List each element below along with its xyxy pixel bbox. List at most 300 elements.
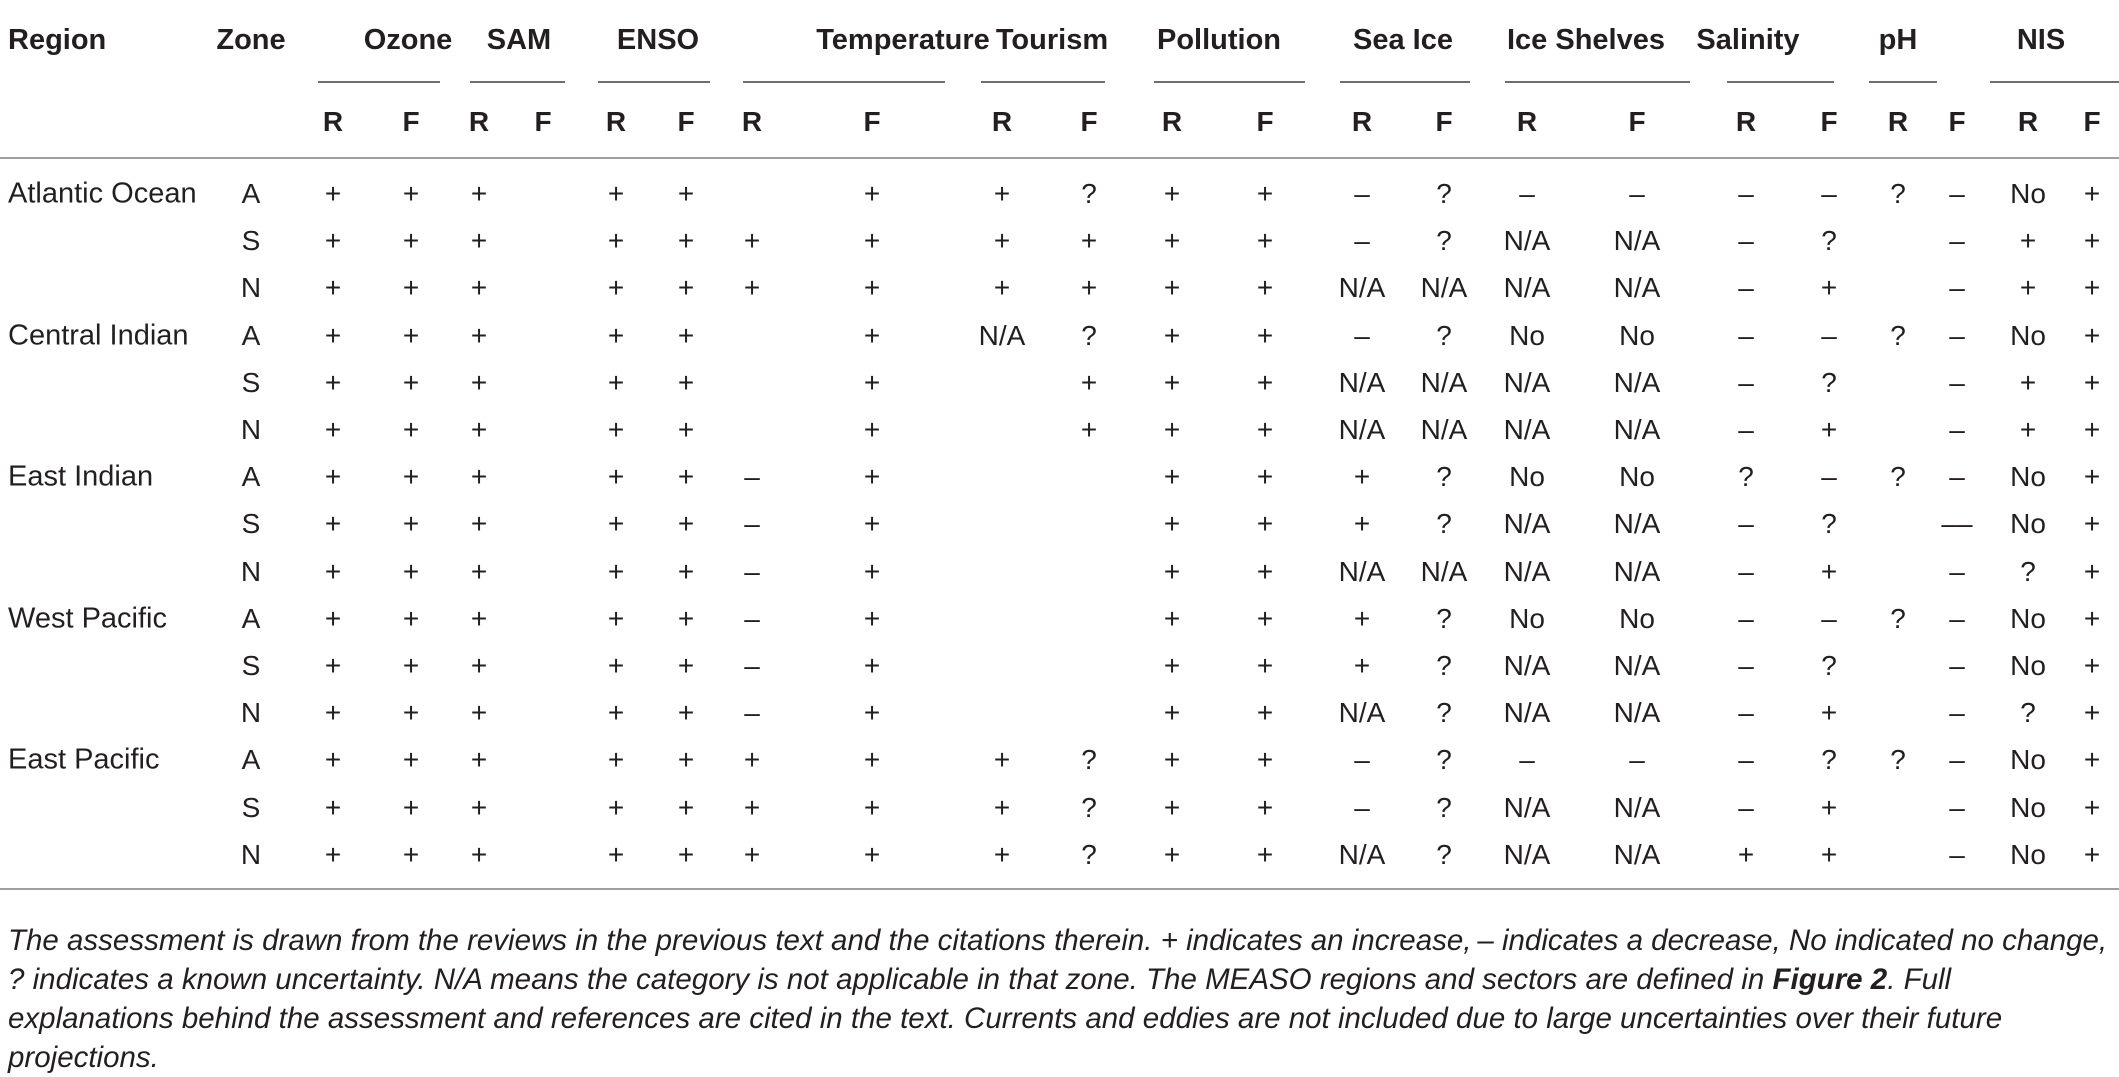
table-cell: + xyxy=(324,697,342,729)
table-cell: – xyxy=(1949,414,1965,445)
table-cell: + xyxy=(324,508,342,540)
table-cell: – xyxy=(1821,319,1837,351)
group-underline-enso xyxy=(598,81,710,83)
region-name-east-indian: East Indian xyxy=(8,460,154,493)
table-cell: N/A xyxy=(1338,838,1386,870)
table-cell: – xyxy=(1629,178,1645,209)
table-cell: + xyxy=(2083,461,2101,493)
table-cell: + xyxy=(324,744,342,776)
table-cell: – xyxy=(1949,650,1965,681)
table-cell: + xyxy=(1820,414,1838,445)
sub-header-salinity-r: R xyxy=(1735,106,1757,137)
sub-header-tourism-r: R xyxy=(991,106,1013,137)
table-cell: + xyxy=(607,791,625,823)
group-header-pollution: Pollution xyxy=(1156,24,1282,56)
table-cell: ? xyxy=(1436,508,1452,540)
table-cell: – xyxy=(1354,791,1370,823)
group-underline-salinity xyxy=(1727,81,1834,83)
group-header-temperature: Temperature xyxy=(816,24,990,56)
group-header-sea-ice: Sea Ice xyxy=(1353,24,1453,56)
table-cell: – xyxy=(1738,319,1754,351)
group-underline-sea-ice xyxy=(1340,81,1470,83)
table-cell: + xyxy=(1256,319,1274,351)
zone-cell: A xyxy=(241,178,261,209)
zone-column-header: Zone xyxy=(216,24,286,56)
table-cell: + xyxy=(1163,555,1181,587)
table-cell: – xyxy=(744,508,760,540)
table-cell: N/A xyxy=(1338,697,1386,729)
table-cell: ? xyxy=(1436,461,1452,493)
table-cell: + xyxy=(402,272,420,304)
table-cell: + xyxy=(863,272,881,304)
table-cell: – xyxy=(1821,461,1837,493)
table-cell: + xyxy=(470,366,488,398)
table-cell: N/A xyxy=(1613,414,1661,445)
table-cell: No xyxy=(1619,319,1655,351)
sub-header-temperature-r: R xyxy=(741,106,763,137)
zone-cell: A xyxy=(241,461,261,493)
table-cell: + xyxy=(324,319,342,351)
table-cell: + xyxy=(863,178,881,209)
table-cell: + xyxy=(402,791,420,823)
table-cell: + xyxy=(607,838,625,870)
group-header-ice-shelves: Ice Shelves xyxy=(1507,24,1665,56)
table-cell: – xyxy=(1738,366,1754,398)
table-cell: – xyxy=(1738,272,1754,304)
table-cell: – xyxy=(1738,225,1754,257)
table-cell: – xyxy=(1949,555,1965,587)
table-cell: + xyxy=(2083,414,2101,445)
table-cell: + xyxy=(863,744,881,776)
table-cell: + xyxy=(2019,225,2037,257)
table-cell: + xyxy=(402,178,420,209)
table-cell: + xyxy=(1256,650,1274,681)
table-cell: N/A xyxy=(1613,650,1661,681)
table-cell: ? xyxy=(1436,838,1452,870)
table-cell: + xyxy=(993,838,1011,870)
sub-header-ice-shelves-r: R xyxy=(1516,106,1538,137)
table-cell: + xyxy=(1820,838,1838,870)
table-cell: ? xyxy=(1821,508,1837,540)
region-column-header: Region xyxy=(8,24,107,56)
group-underline-pollution xyxy=(1154,81,1305,83)
table-cell: ? xyxy=(1436,697,1452,729)
zone-cell: A xyxy=(241,744,261,776)
table-cell: + xyxy=(1163,319,1181,351)
table-cell: – xyxy=(1738,414,1754,445)
table-cell: + xyxy=(677,508,695,540)
table-cell: + xyxy=(1080,225,1098,257)
table-cell: + xyxy=(402,319,420,351)
table-cell: + xyxy=(2019,272,2037,304)
table-cell: + xyxy=(1256,508,1274,540)
table-cell: N/A xyxy=(1420,272,1468,304)
table-cell: + xyxy=(607,414,625,445)
table-cell: – xyxy=(1949,602,1965,634)
table-cell: N/A xyxy=(1613,225,1661,257)
table-caption xyxy=(8,921,2108,1077)
table-cell: + xyxy=(2083,272,2101,304)
table-cell: + xyxy=(470,838,488,870)
region-name-east-pacific: East Pacific xyxy=(8,743,160,776)
table-cell: + xyxy=(324,602,342,634)
zone-cell: N xyxy=(240,555,262,587)
table-cell: + xyxy=(1163,838,1181,870)
table-cell: N/A xyxy=(1503,838,1551,870)
group-header-ph: pH xyxy=(1878,24,1918,56)
table-cell: ? xyxy=(1821,650,1837,681)
table-cell: No xyxy=(2010,650,2046,681)
table-cell: – xyxy=(1738,508,1754,540)
table-cell: – xyxy=(1949,461,1965,493)
table-cell: + xyxy=(743,272,761,304)
table-cell: N/A xyxy=(1503,414,1551,445)
table-cell: + xyxy=(2083,838,2101,870)
table-cell: + xyxy=(324,461,342,493)
sub-header-ph-r: R xyxy=(1887,106,1909,137)
table-cell: + xyxy=(1080,272,1098,304)
zone-cell: N xyxy=(240,272,262,304)
table-cell: ? xyxy=(1081,791,1097,823)
sub-header-nis-r: R xyxy=(2017,106,2039,137)
region-name-atlantic-ocean: Atlantic Ocean xyxy=(8,177,197,210)
table-cell: ? xyxy=(1821,744,1837,776)
table-cell: + xyxy=(743,838,761,870)
header-rule xyxy=(0,157,2119,159)
table-cell: – xyxy=(1949,697,1965,729)
sub-header-ice-shelves-f: F xyxy=(1628,106,1646,137)
table-cell: + xyxy=(607,461,625,493)
region-name-west-pacific: West Pacific xyxy=(8,602,168,635)
table-cell: + xyxy=(677,366,695,398)
table-cell: + xyxy=(470,744,488,776)
table-cell: + xyxy=(863,838,881,870)
table-cell: + xyxy=(470,602,488,634)
zone-cell: A xyxy=(241,319,261,351)
table-cell: – xyxy=(1354,225,1370,257)
table-cell: + xyxy=(402,602,420,634)
table-cell: ? xyxy=(1890,178,1906,209)
table-cell: + xyxy=(470,319,488,351)
sub-header-nis-f: F xyxy=(2083,106,2101,137)
table-cell: + xyxy=(1080,366,1098,398)
table-cell: N/A xyxy=(1338,366,1386,398)
table-cell: + xyxy=(993,272,1011,304)
table-cell: N/A xyxy=(1613,838,1661,870)
table-cell: + xyxy=(324,178,342,209)
table-cell: – xyxy=(1949,791,1965,823)
table-cell: + xyxy=(993,178,1011,209)
table-cell: N/A xyxy=(1420,414,1468,445)
table-cell: + xyxy=(2083,508,2101,540)
table-cell: + xyxy=(607,366,625,398)
table-cell: + xyxy=(2083,744,2101,776)
sub-header-sam-r: R xyxy=(468,106,490,137)
table-cell: + xyxy=(324,650,342,681)
table-cell: – xyxy=(744,555,760,587)
table-cell: – xyxy=(744,697,760,729)
table-cell: – xyxy=(1738,178,1754,209)
zone-cell: S xyxy=(241,650,261,681)
table-cell: + xyxy=(607,555,625,587)
table-cell: + xyxy=(1163,225,1181,257)
table-cell: + xyxy=(402,414,420,445)
table-cell: N/A xyxy=(1503,508,1551,540)
table-cell: + xyxy=(1256,178,1274,209)
table-cell: + xyxy=(470,178,488,209)
table-cell: + xyxy=(1163,508,1181,540)
table-cell: + xyxy=(1163,461,1181,493)
group-header-salinity: Salinity xyxy=(1696,24,1800,56)
group-header-nis: NIS xyxy=(2016,24,2066,56)
table-cell: N/A xyxy=(1503,366,1551,398)
table-cell: + xyxy=(1163,650,1181,681)
table-cell: – xyxy=(1519,178,1535,209)
table-cell: + xyxy=(402,650,420,681)
table-cell: + xyxy=(1353,602,1371,634)
table-cell: + xyxy=(863,461,881,493)
group-header-ozone: Ozone xyxy=(363,24,453,56)
table-cell: + xyxy=(1820,555,1838,587)
sub-header-pollution-r: R xyxy=(1161,106,1183,137)
zone-cell: A xyxy=(241,602,261,634)
table-cell: + xyxy=(677,697,695,729)
table-cell: + xyxy=(1256,272,1274,304)
table-cell: ? xyxy=(1081,319,1097,351)
table-cell: N/A xyxy=(1613,791,1661,823)
table-cell: – xyxy=(1949,366,1965,398)
table-cell: ? xyxy=(1081,744,1097,776)
table-cell: ? xyxy=(1890,744,1906,776)
table-cell: N/A xyxy=(1503,650,1551,681)
table-cell: + xyxy=(1256,697,1274,729)
table-cell: No xyxy=(2010,178,2046,209)
table-cell: + xyxy=(1163,744,1181,776)
table-cell: – xyxy=(1949,272,1965,304)
table-cell: + xyxy=(677,414,695,445)
table-cell: + xyxy=(1353,461,1371,493)
table-cell: + xyxy=(402,225,420,257)
table-cell: + xyxy=(402,838,420,870)
table-cell: + xyxy=(677,744,695,776)
table-cell: No xyxy=(2010,744,2046,776)
table-cell: + xyxy=(2083,697,2101,729)
caption-text-1: The assessment is drawn from the reviews in the previous text and the citations therein. + indicates an increase, – indicates a decrease, No indicated no change, ? indicates a known uncertainty. N/A means the category is not applicable in that zone. The MEASO regions and sectors are defined in xyxy=(8,923,2108,996)
table-cell: No xyxy=(1509,319,1545,351)
table-cell: + xyxy=(1820,791,1838,823)
table-cell: + xyxy=(677,319,695,351)
group-underline-ozone xyxy=(318,81,440,83)
table-cell: – xyxy=(1738,650,1754,681)
sub-header-ozone-r: R xyxy=(322,106,344,137)
table-cell: ? xyxy=(1436,744,1452,776)
table-cell: + xyxy=(1256,744,1274,776)
table-cell: + xyxy=(1820,697,1838,729)
table-cell: – xyxy=(1738,744,1754,776)
table-cell: + xyxy=(2019,414,2037,445)
table-cell: + xyxy=(677,838,695,870)
table-cell: + xyxy=(2083,555,2101,587)
table-cell: No xyxy=(1509,602,1545,634)
table-cell: + xyxy=(743,791,761,823)
table-cell: ? xyxy=(1436,225,1452,257)
table-cell: + xyxy=(324,791,342,823)
table-cell: + xyxy=(677,650,695,681)
table-cell: – xyxy=(1949,319,1965,351)
table-cell: – xyxy=(1738,602,1754,634)
table-cell: – xyxy=(1949,838,1965,870)
table-cell: + xyxy=(607,602,625,634)
table-cell: N/A xyxy=(1503,225,1551,257)
table-cell: + xyxy=(470,461,488,493)
table-cell: + xyxy=(993,744,1011,776)
table-cell: + xyxy=(607,319,625,351)
zone-cell: S xyxy=(241,366,261,398)
table-cell: N/A xyxy=(1503,272,1551,304)
table-cell: – xyxy=(744,602,760,634)
table-cell: – xyxy=(1738,555,1754,587)
group-underline-ph xyxy=(1869,81,1937,83)
group-header-sam: SAM xyxy=(486,24,552,56)
sub-header-sam-f: F xyxy=(534,106,552,137)
table-cell: + xyxy=(1163,178,1181,209)
sub-header-sea-ice-f: F xyxy=(1435,106,1453,137)
table-cell: + xyxy=(1353,650,1371,681)
table-cell: ? xyxy=(1436,178,1452,209)
table-cell: + xyxy=(1163,272,1181,304)
caption-text-2: . Full explanations behind the assessment and references are cited in the text. Currents and eddies are not included due to large uncertainties over their future projections. xyxy=(8,962,2003,1074)
table-cell: No xyxy=(2010,319,2046,351)
table-cell: – xyxy=(1354,744,1370,776)
table-cell: + xyxy=(607,650,625,681)
sub-header-ph-f: F xyxy=(1948,106,1966,137)
table-cell: + xyxy=(1256,555,1274,587)
table-cell: + xyxy=(607,178,625,209)
caption-figure-reference: Figure 2 xyxy=(1772,962,1888,996)
table-cell: + xyxy=(677,791,695,823)
table-cell: + xyxy=(324,366,342,398)
sub-header-pollution-f: F xyxy=(1256,106,1274,137)
table-cell: ? xyxy=(1738,461,1754,493)
table-cell: + xyxy=(1163,697,1181,729)
table-cell: + xyxy=(1256,791,1274,823)
table-cell: No xyxy=(2010,791,2046,823)
table-cell: + xyxy=(993,791,1011,823)
table-bottom-rule xyxy=(0,888,2119,890)
table-cell: ? xyxy=(1890,461,1906,493)
table-cell: ? xyxy=(1436,650,1452,681)
table-cell: + xyxy=(863,414,881,445)
table-cell: + xyxy=(677,272,695,304)
table-cell: – xyxy=(1821,178,1837,209)
table-cell: + xyxy=(1163,414,1181,445)
zone-cell: S xyxy=(241,508,261,540)
table-cell: + xyxy=(402,697,420,729)
sub-header-tourism-f: F xyxy=(1080,106,1098,137)
table-cell: + xyxy=(863,555,881,587)
table-cell: No xyxy=(1509,461,1545,493)
table-cell: + xyxy=(863,319,881,351)
table-cell: + xyxy=(863,791,881,823)
region-name-central-indian: Central Indian xyxy=(8,319,189,352)
table-cell: No xyxy=(2010,602,2046,634)
zone-cell: N xyxy=(240,414,262,445)
zone-cell: S xyxy=(241,225,261,257)
table-cell: + xyxy=(1163,791,1181,823)
table-cell: + xyxy=(470,697,488,729)
table-cell: N/A xyxy=(1613,555,1661,587)
table-cell: + xyxy=(324,555,342,587)
table-cell: + xyxy=(402,366,420,398)
table-cell: + xyxy=(470,555,488,587)
table-cell: + xyxy=(993,225,1011,257)
table-cell: + xyxy=(402,508,420,540)
table-cell: – xyxy=(1519,744,1535,776)
table-cell: + xyxy=(1256,225,1274,257)
group-underline-tourism xyxy=(981,81,1105,83)
table-cell: N/A xyxy=(1613,366,1661,398)
table-cell: + xyxy=(1256,414,1274,445)
table-cell: + xyxy=(677,225,695,257)
sub-header-salinity-f: F xyxy=(1820,106,1838,137)
table-cell: N/A xyxy=(1503,555,1551,587)
table-cell: + xyxy=(1256,366,1274,398)
sub-header-enso-f: F xyxy=(677,106,695,137)
table-cell: N/A xyxy=(1420,366,1468,398)
table-cell: + xyxy=(470,791,488,823)
table-cell: + xyxy=(470,508,488,540)
table-cell: N/A xyxy=(1613,697,1661,729)
table-cell: –– xyxy=(1941,508,1973,540)
table-cell: + xyxy=(607,744,625,776)
table-cell: + xyxy=(607,225,625,257)
table-cell: + xyxy=(324,414,342,445)
table-cell: + xyxy=(1820,272,1838,304)
table-cell: + xyxy=(2083,791,2101,823)
table-cell: + xyxy=(402,461,420,493)
table-cell: + xyxy=(324,225,342,257)
table-cell: + xyxy=(1256,461,1274,493)
table-cell: N/A xyxy=(1420,555,1468,587)
table-cell: + xyxy=(607,508,625,540)
table-cell: + xyxy=(1080,414,1098,445)
group-underline-nis xyxy=(1990,81,2119,83)
table-cell: + xyxy=(743,744,761,776)
zone-cell: S xyxy=(241,791,261,823)
table-cell: + xyxy=(1353,508,1371,540)
table-cell: N/A xyxy=(1338,414,1386,445)
table-cell: + xyxy=(402,744,420,776)
table-cell: N/A xyxy=(1503,697,1551,729)
sub-header-temperature-f: F xyxy=(863,106,881,137)
table-cell: + xyxy=(2019,366,2037,398)
table-cell: ? xyxy=(1821,225,1837,257)
table-cell: + xyxy=(1163,602,1181,634)
table-cell: No xyxy=(1619,602,1655,634)
table-cell: – xyxy=(1738,697,1754,729)
table-cell: – xyxy=(744,461,760,493)
table-cell: ? xyxy=(1890,602,1906,634)
table-cell: + xyxy=(863,650,881,681)
table-cell: N/A xyxy=(1503,791,1551,823)
table-cell: + xyxy=(470,414,488,445)
table-cell: ? xyxy=(2020,697,2036,729)
table-cell: + xyxy=(2083,178,2101,209)
sub-header-sea-ice-r: R xyxy=(1351,106,1373,137)
table-cell: + xyxy=(677,602,695,634)
table-cell: + xyxy=(2083,366,2101,398)
table-cell: + xyxy=(2083,319,2101,351)
